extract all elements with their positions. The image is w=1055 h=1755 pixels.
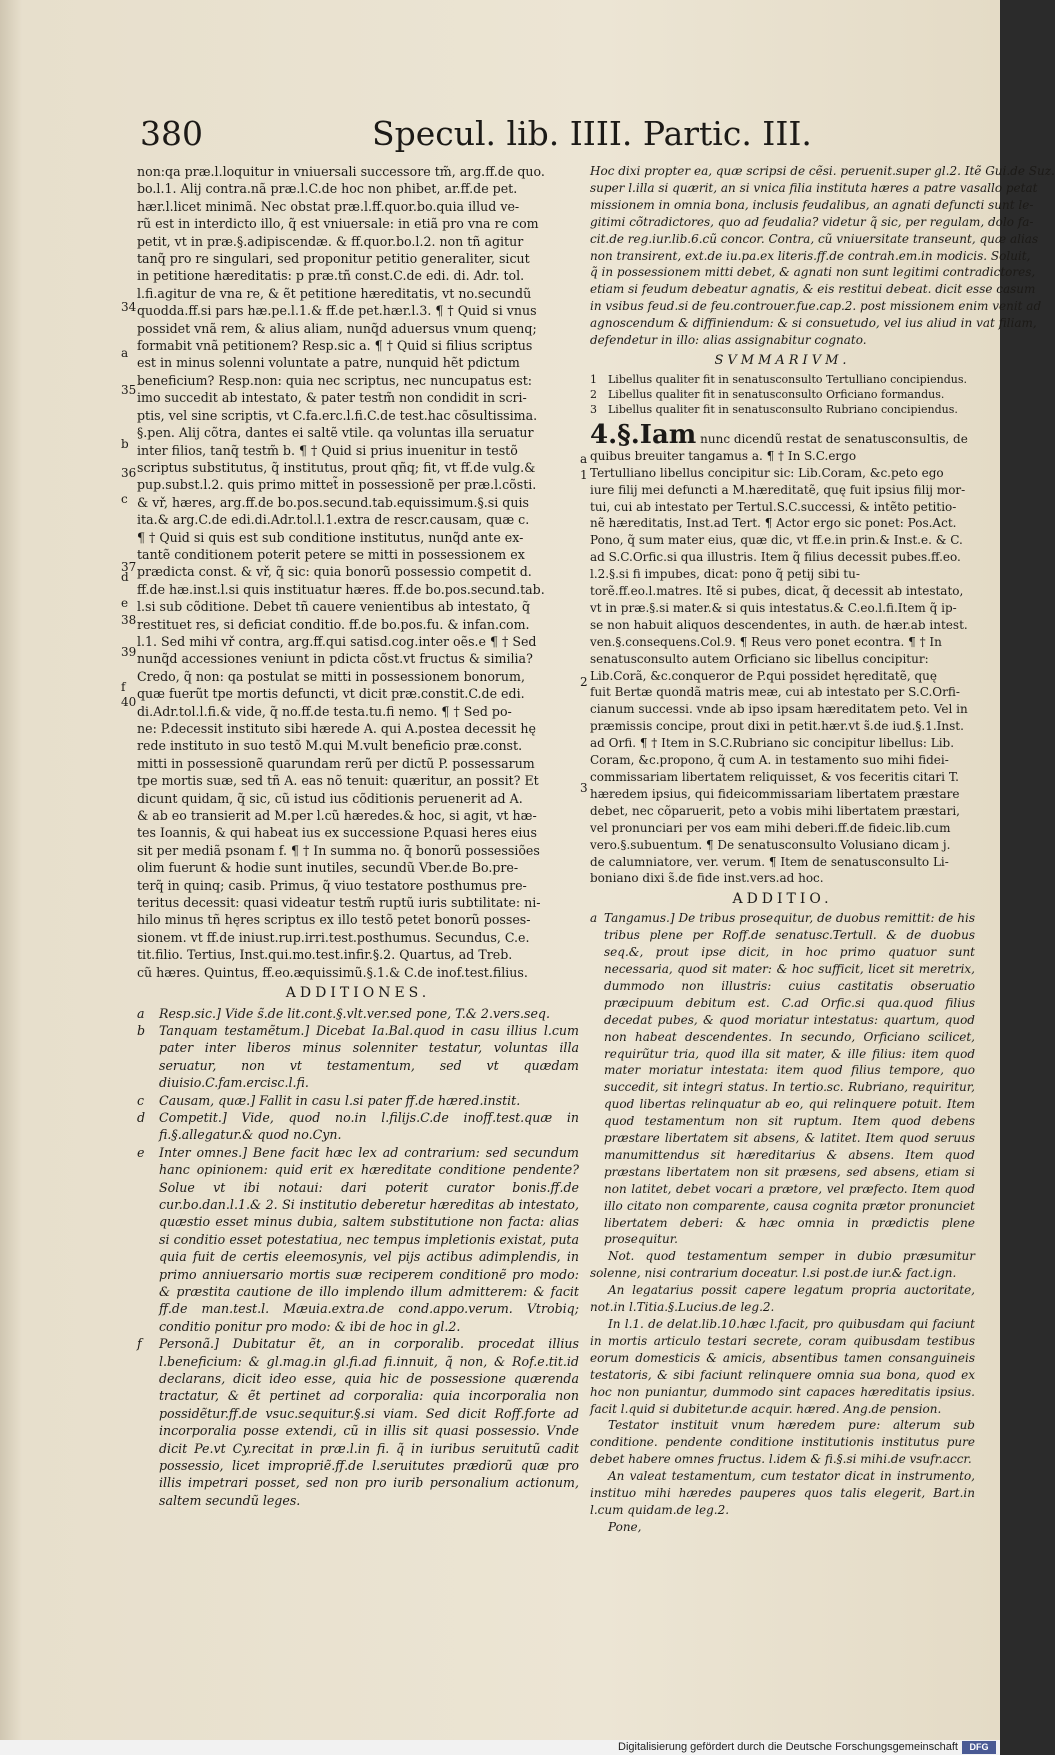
text-line: quodda.ff.si pars hæ.pe.l.1.& ff.de pet.hær.l.3. ¶ † Quid si vnus	[137, 303, 537, 319]
summarium-heading: SVMMARIVM.	[714, 352, 851, 368]
text-line: §.pen. Alij cõtra, dantes ei saltẽ vtile. qa voluntas illa seruatur	[137, 425, 534, 441]
text-line: l.2.§.si fi impubes, dicat: pono q̃ petij sibi tu-	[590, 567, 860, 582]
text-line: vero.§.subuentum. ¶ De senatusconsulto Volusiano dicam j.	[590, 837, 951, 852]
text-line: nunq̃d accessiones veniunt in pdicta cõst.vt fructus & similia?	[137, 651, 533, 667]
margin-number: a	[121, 346, 129, 360]
note-paragraph: In l.1. de delat.lib.10.hæc l.facit, pro quibusdam qui faciunt in mortis articulo testari secrete, coram quibusdam testibus eorum domesticis & amicis, absentibus tamen consanguineis testatoris, & sibi faciunt relinquere omnia sua bona, quod ex hoc non puniantur, dummodo sint capaces hæreditatis ipsius. facit l.quid si dubitetur.de acquir. hæred. Ang.de pension.	[590, 1317, 975, 1416]
text-line: sionem. vt ff.de iniust.rup.irri.test.posthumus. Secundus, C.e.	[137, 929, 530, 945]
text-line: defendetur in illo: alias assignabitur cognato.	[590, 333, 867, 348]
right-intro-text	[590, 163, 1055, 349]
text-line: hilo minus tñ hęres scriptus ex illo testõ petet bonorũ posses-	[137, 912, 531, 928]
margin-number: 3	[580, 781, 588, 795]
additio-letter: a	[590, 911, 598, 926]
text-line: bo.l.1. Alij contra.nã præ.l.C.de hoc non phibet, ar.ff.de pet.	[137, 181, 518, 197]
margin-number: f	[121, 680, 126, 694]
summary-number: 2	[590, 387, 597, 401]
text-line: gitimi cõtradictores, quo ad feudalia? videtur q̃ sic, per regulam, dolo fa-	[590, 214, 1034, 229]
addition-text: Causam, quæ.] Fallit in casu l.si pater ff.de hæred.instit.	[159, 1092, 521, 1108]
addition-text: Personã.] Dubitatur ẽt, an in corporalib. procedat illius l.beneficium: & gl.mag.in gl.fi.ad fi.innuit, q̃ non, & Rof.e.tit.id declarans, dicit ideo esse, quia hic de possessione quærenda tractatur, & ẽt pertinet ad corporalia: quia incorporalia non possidẽtur.ff.de vsuc.sequitur.§.si viam. Sed dicit Roff.forte ad incorporalia posse extendi, cũ in illis sit quasi possessio. Vnde dicit Pe.vt Cy.recitat in præ.l.in fi. q̃ in iuribus seruitutũ cadit possessio, licet impropriẽ.ff.de l.seruitutes prædiorũ quæ pro illis impetrari posset, sed non pro iurib personalium actionum, saltem secundũ leges.	[159, 1336, 579, 1508]
text-line: possidet vnã rem, & alius aliam, nunq̃d aduersus vnum quenq;	[137, 320, 537, 336]
text-line: ad S.C.Orfic.si qua illustris. Item q̃ filius decessit pubes.ff.eo.	[590, 550, 961, 565]
text-line: hæredem ipsius, qui fideicommissariam libertatem præstare	[590, 786, 960, 801]
text-line: di.Adr.tol.l.fi.& vide, q̃ no.ff.de testa.tu.fi nemo. ¶ † Sed po-	[137, 703, 512, 719]
page-number: 380	[140, 114, 203, 153]
text-line: formabit vnã petitionem? Resp.sic a. ¶ † Quid si filius scriptus	[137, 338, 533, 354]
text-line: in vsibus feud.si de feu.controuer.fue.cap.2. post missionem enim venit ad	[590, 299, 1042, 314]
left-body-text	[137, 163, 579, 981]
text-line	[590, 419, 975, 450]
summarium-list	[590, 372, 975, 417]
addition-letter: b	[137, 1022, 146, 1038]
addition-item	[137, 1022, 579, 1092]
text-line: de calumniatore, ver. verum. ¶ Item de senatusconsulto Li-	[590, 854, 949, 869]
summary-item	[590, 387, 975, 402]
text-line: iure filij mei defuncti a M.hæreditatẽ, quę fuit ipsius filij mor-	[590, 482, 966, 497]
text-line: commissariam libertatem reliquisset, & vos feceritis citari T.	[590, 770, 959, 784]
margin-number: a	[580, 452, 588, 466]
margin-number: 37	[121, 560, 137, 574]
text-line: præmissis concipe, prout dixi in petit.hær.vt s̃.de iud.§.1.Inst.	[590, 719, 964, 734]
text-line: tes Ioannis, & qui habeat ius ex successione P.quasi heres eius	[137, 825, 537, 841]
additiones-heading: ADDITIONES.	[285, 985, 431, 1002]
margin-number: e	[121, 596, 129, 610]
addition-item	[137, 1005, 579, 1022]
notes-list	[590, 1248, 975, 1535]
additio-heading: ADDITIO.	[732, 891, 833, 908]
summary-text: Libellus qualiter fit in senatusconsulto Orficiano formandus.	[608, 387, 945, 401]
running-head: Specul. lib. IIII. Partic. III.	[372, 114, 812, 153]
text-line: se non habuit aliquos descendentes, in auth. de hær.ab intest.	[590, 617, 968, 632]
text-line: petit, vt in præ.§.adipiscendæ. & ff.quor.bo.l.2. non tñ agitur	[137, 233, 524, 249]
text-line: torẽ.ff.eo.l.matres. Itẽ si pubes, dicat, q̃ decessit ab intestato,	[590, 584, 964, 599]
addition-item	[137, 1335, 579, 1509]
text-line: mitti in possessionẽ quarundam rerũ per dictũ P. possessarum	[137, 755, 535, 771]
margin-number: 1	[580, 468, 588, 482]
text-line: in petitione hæreditatis: p præ.tñ const.C.de edi. di. Adr. tol.	[137, 268, 525, 284]
section-initial: 4.§.Iam	[590, 419, 697, 450]
dfg-logo: DFG	[962, 1741, 996, 1754]
addition-item	[137, 1109, 579, 1144]
text-line: olim fuerunt & hodie sunt inutiles, secundũ Vber.de Bo.pre-	[137, 860, 519, 876]
text-line: fuit Bertæ quondã matris meæ, cui ab intestato per S.C.Orfi-	[590, 685, 960, 700]
text-line: boniano dixi s̃.de fide inst.vers.ad hoc.	[590, 871, 824, 886]
page-header	[140, 112, 812, 160]
text-line: ff.de hæ.inst.l.si quis instituatur hæres. ff.de bo.pos.secund.tab.	[137, 581, 545, 597]
note-paragraph: Pone,	[608, 1519, 642, 1534]
text-line: non transirent, ext.de iu.pa.ex literis.ff.de contrah.em.in modicis. Soluit,	[590, 248, 1031, 263]
text-line: hær.l.licet minimã. Nec obstat præ.l.ff.quor.bo.quia illud ve-	[137, 198, 520, 214]
text-line: & ab eo transierit ad M.per l.cũ hæredes.& hoc, si agit, vt hæ-	[137, 808, 537, 824]
text-line: Pono, q̃ sum mater eius, quæ dic, vt ff.e.in prin.& Inst.e. & C.	[590, 533, 963, 548]
margin-number: 39	[121, 645, 137, 659]
summary-text: Libellus qualiter fit in senatusconsulto Tertulliano concipiendus.	[608, 372, 968, 386]
text-line: tanq̃ pro re singulari, sed proponitur petitio generaliter, sicut	[137, 251, 530, 267]
text-line: cũ hæres. Quintus, ff.eo.æquissimũ.§.1.& C.de inof.test.filius.	[137, 964, 528, 980]
text-line: restituet res, si deficiat conditio. ff.de bo.pos.fu. & infan.com.	[137, 616, 530, 632]
text-line: cit.de reg.iur.lib.6.cũ concor. Contra, cũ vniuersitate transeunt, quæ alias	[590, 231, 1039, 246]
margin-number: c	[121, 492, 128, 506]
text-line: tui, cui ab intestato per Tertul.S.C.successi, & intẽto petitio-	[590, 499, 957, 514]
text-line: l.si sub cõditione. Debet tñ cauere venientibus ab intestato, q̃	[137, 599, 531, 615]
summary-number: 3	[590, 402, 597, 416]
text-line: prædicta const. & vř, q̃ sic: quia bonorũ possessio competit d.	[137, 564, 532, 580]
footer-credit: Digitalisierung gefördert durch die Deutsche Forschungsgemeinschaft	[618, 1741, 958, 1753]
text-line: est in minus solenni voluntate a patre, nunquid hẽt pdictum	[137, 355, 520, 371]
text-line: ¶ † Quid si quis est sub conditione institutus, nunq̃d ante ex-	[137, 529, 524, 545]
text-line: inter filios, tanq̃ testm̃ b. ¶ † Quid si prius inuenitur in testõ	[137, 442, 518, 458]
text-line: tantẽ conditionem poterit petere se mitti in possessionem ex	[137, 546, 525, 562]
summary-item	[590, 402, 975, 417]
text-line: scriptus substitutus, q̃ institutus, prout qñq; fit, vt ff.de vulg.&	[137, 459, 536, 475]
text-line: sit per mediã psonam f. ¶ † In summa no. q̃ bonorũ possessiões	[137, 842, 540, 858]
text-line: ptis, vel sine scriptis, vt C.fa.erc.l.fi.C.de test.hac cõsultissima.	[137, 407, 538, 423]
text-line: q̃ in possessionem mitti debet, & agnati non sunt legitimi contradictores,	[590, 265, 1036, 280]
note-paragraph: An valeat testamentum, cum testator dicat in instrumento, instituo mihi hæredes pauperes quos talis elegerit, Bart.in l.cum quidam.de leg.2.	[590, 1469, 975, 1517]
text-line-rest: nunc dicendũ restat de senatusconsultis, de	[700, 431, 968, 446]
text-line: & vř, hæres, arg.ff.de bo.pos.secund.tab.equissimum.§.si quis	[137, 494, 529, 510]
addition-letter: e	[137, 1144, 145, 1160]
margin-number: 34	[121, 300, 137, 314]
addition-text: Competit.] Vide, quod no.in l.filijs.C.de inoff.test.quæ in fi.§.allegatur.& quod no.Cyn.	[159, 1109, 579, 1143]
addition-letter: c	[137, 1092, 145, 1108]
note-paragraph: An legatarius possit capere legatum propria auctoritate, not.in l.Titia.§.Lucius.de leg.2.	[590, 1283, 975, 1315]
text-line: teritus decessit: quasi videatur testm̃ ruptũ iuris subtilitate: ni-	[137, 895, 541, 911]
summary-number: 1	[590, 372, 597, 386]
text-line: ne: P.decessit instituto sibi hærede A. qui A.postea decessit hę	[137, 721, 536, 736]
text-line: ita.& arg.C.de edi.di.Adr.tol.l.1.extra de rescr.causam, quæ c.	[137, 512, 530, 528]
additio-text: Tangamus.] De tribus prosequitur, de duobus remittit: de his tribus plene per Roff.de senatusc.Tertull. & de duobus seq.&, prout ipse dicit, in hoc primo quatuor sunt necessaria, quod sit mater: & hoc sufficit, licet sit meretrix, dummodo non illustris: cuius castitatis obseruatio præcipuum debitum est. C.ad Orfic.si qua.quod filius decedat pubes, & quod moriatur intestatus: quartum, quod non habeat descendentes. In secundo, Orficiano scilicet, requirũtur tria, quod illa sit mater, & ille filius: item quod mater moriatur intestata: item quod filius tempore, quo succedit, sit integri status. In tertio.sc. Rubriano, requiritur, quod libertas relinquatur ab eo, qui relinquere potuit. Item quod testamentum non sit ruptum. Item quod debens præstare libertatem sit absens, & latitet. Item quod seruus manumittendus sit hæreditarius & absens. Item quod præstans libertatem non sit præsens, sed absens, etiam si non latitet, debet vocari a prætore, vel præfecto. Item quod illo citato non comparente, causa cognita prætor pronunciet libertatem deberi: & hæc omnia in prædictis plene prosequitur.	[604, 911, 975, 1247]
margin-number: 36	[121, 466, 137, 480]
addition-text: Tanquam testamẽtum.] Dicebat Ia.Bal.quod in casu illius l.cum pater inter liberos minus solenniter testatur, voluntas illa seruatur, non vt testamentum, sed vt quædam diuisio.C.fam.ercisc.l.fi.	[159, 1022, 579, 1091]
digitization-footer	[0, 1740, 1000, 1755]
text-line: vt in præ.§.si mater.& si quis intestatus.& C.eo.l.fi.Item q̃ ip-	[590, 600, 957, 615]
addition-text: Inter omnes.] Bene facit hæc lex ad contrarium: sed secundum hanc opinionem: quid erit ex hæreditate conditione pendente? Solue vt ibi notaui: dari poterit curator bonis.ff.de cur.bo.dan.l.1.& 2. Si institutio deberetur hæreditas ab intestato, quæstio esset minus dubia, saltem substitutione non facta: alias si conditio esset potestatiua, nec tempus impletionis existat, puta quia fuit de certis eleemosynis, vel pijs actibus adimplendis, in primo anniuersario mortis suæ reciperem conditionẽ pro modo: & præstita cautione de illo implendo illum admitterem: & facit ff.de man.test.l. Mæuia.extra.de cond.appo.verum. Vtrobiq; conditio ponitur pro modo: & ibi de hoc in gl.2.	[159, 1144, 579, 1334]
text-line: tpe mortis suæ, sed tñ A. eas nõ tenuit: quæritur, an possit? Et	[137, 773, 539, 789]
text-line: cianum successi. vnde ab ipso ipsam hæreditatem peto. Vel in	[590, 702, 968, 717]
addition-letter: d	[137, 1109, 146, 1125]
text-line: debet, nec cõparuerit, peto a vobis mihi libertatem præstari,	[590, 803, 960, 818]
addition-letter: a	[137, 1005, 145, 1021]
addition-item	[137, 1144, 579, 1335]
text-line: Tertulliano libellus concipitur sic: Lib.Coram, &c.peto ego	[590, 465, 944, 480]
text-line: etiam si feudum debeatur agnatis, & eis restitui debeat. dicit esse casum	[590, 282, 1036, 297]
margin-number: b	[121, 437, 129, 451]
text-line: nẽ hæreditatis, Inst.ad Tert. ¶ Actor ergo sic ponet: Pos.Act.	[590, 516, 957, 531]
margin-number: 38	[121, 613, 137, 627]
text-line: pup.subst.l.2. quis primo mittet̃ in possessionẽ per præ.l.cõsti.	[137, 477, 537, 493]
text-line: Credo, q̃ non: qa postulat se mitti in possessionem bonorum,	[137, 668, 525, 684]
summary-text: Libellus qualiter fit in senatusconsulto Rubriano concipiendus.	[608, 402, 958, 416]
text-line: quæ fuerũt tpe mortis defuncti, vt dicit præ.constit.C.de edi.	[137, 686, 525, 702]
text-line: dicunt quidam, q̃ sic, cũ istud ius cõditionis peruenerit ad A.	[137, 790, 523, 806]
margin-number: 40	[121, 695, 137, 709]
right-column	[590, 163, 1055, 1536]
text-line: l.fi.agitur de vna re, & ẽt petitione hæreditatis, vt no.secundũ	[137, 285, 532, 301]
text-line: imo succedit ab intestato, & pater testm̃ non condidit in scri-	[137, 390, 527, 406]
text-line: rede instituto in suo testõ M.qui M.vult beneficio præ.const.	[137, 738, 523, 754]
additio-list	[590, 910, 975, 1248]
addition-letter: f	[137, 1336, 142, 1352]
text-line: ad Orfi. ¶ † Item in S.C.Rubriano sic concipitur libellus: Lib.	[590, 736, 955, 751]
text-line: rũ est in interdicto illo, q̃ est vniuersale: in etiã pro vna re com	[137, 216, 539, 232]
text-line: missionem in omnia bona, inclusis feudalibus, an agnati defuncti sunt le-	[590, 197, 1034, 212]
additiones-list	[137, 1005, 579, 1510]
text-line: agnoscendum & diffiniendum: & si consuetudo, vel ius aliud in vat filiam,	[590, 316, 1037, 331]
additio-item	[590, 910, 975, 1248]
text-line: terq̃ in quinq; casib. Primus, q̃ viuo testatore posthumus pre-	[137, 877, 527, 893]
text-line: senatusconsulto autem Orficiano sic libellus concipitur:	[590, 651, 929, 666]
text-line: Coram, &c.propono, q̃ cum A. in testamento suo mihi fidei-	[590, 753, 949, 768]
left-column	[137, 163, 579, 1509]
margin-number: 35	[121, 383, 137, 397]
addition-item	[137, 1092, 579, 1109]
margin-number: d	[121, 570, 129, 584]
text-line: tit.filio. Tertius, Inst.qui.mo.test.infir.§.2. Quartus, ad Treb.	[137, 947, 513, 963]
text-line: l.1. Sed mihi vř contra, arg.ff.qui satisd.cog.inter oẽs.e ¶ † Sed	[137, 633, 537, 649]
text-line: quibus breuiter tangamus a. ¶ † In S.C.ergo	[590, 448, 857, 463]
right-body-text	[590, 419, 975, 887]
text-line: non:qa præ.l.loquitur in vniuersali successore tm̃, arg.ff.de quo.	[137, 164, 545, 179]
note-paragraph: Testator instituit vnum hæredem pure: alterum sub conditione. pendente conditione institutionis institutus pure debet habere omnes fructus. l.idem & fi.§.si mihi.de vsufr.accr.	[590, 1418, 975, 1467]
text-line: Lib.Corã, &c.conqueror de P.qui possidet hęreditatẽ, quę	[590, 668, 937, 683]
margin-number: 2	[580, 675, 588, 689]
text-line: vel pronunciari per vos eam mihi deberi.ff.de fideic.lib.cum	[590, 820, 951, 835]
text-line: super l.illa si quærit, an si vnica filia instituta hæres a patre vasallo petat	[590, 180, 1038, 195]
note-paragraph: Not. quod testamentum semper in dubio præsumitur solenne, nisi contrarium doceatur. l.si post.de iur.& fact.ign.	[590, 1249, 975, 1281]
text-line: ven.§.consequens.Col.9. ¶ Reus vero ponet econtra. ¶ † In	[590, 634, 942, 649]
text-line: beneficium? Resp.non: quia nec scriptus, nec nuncupatus est:	[137, 372, 533, 388]
addition-text: Resp.sic.] Vide s̃.de lit.cont.§.vlt.ver.sed pone, T.& 2.vers.seq.	[159, 1005, 550, 1021]
text-line: Hoc dixi propter ea, quæ scripsi de cẽsi. peruenit.super gl.2. Itẽ Gui.de Suz.	[590, 164, 1055, 178]
summary-item	[590, 372, 975, 387]
